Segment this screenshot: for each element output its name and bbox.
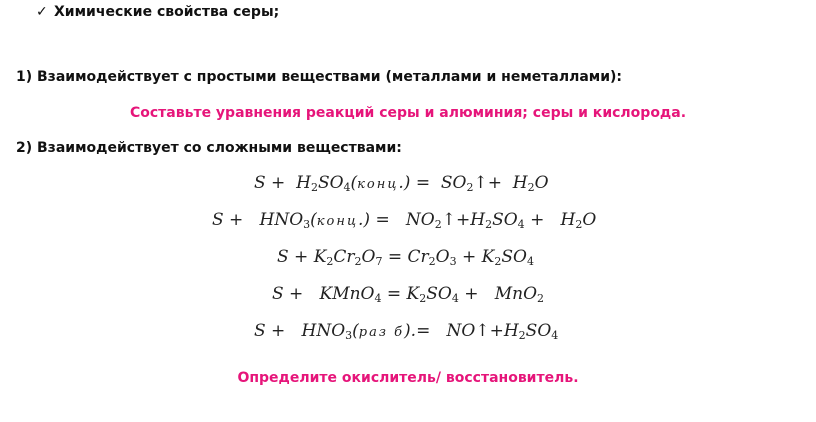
checkmark-icon: ✓ xyxy=(36,4,48,20)
equation-4 xyxy=(272,284,544,305)
section-title xyxy=(36,4,279,20)
equation-1 xyxy=(254,173,549,194)
equation-5-formula: $S + HNO_3(раз$ $б).= NO↑+H_2SO_4$ xyxy=(254,321,559,342)
task-instruction: Составьте уравнения реакций серы и алюминия; серы и кислорода. xyxy=(129,105,687,121)
equation-4-formula: S + KMnO$_4$ = $K_2SO_4 + MnO_2$ xyxy=(272,284,545,305)
footer-instruction: Определите окислитель/ восстановитель. xyxy=(237,370,579,386)
item-2-complex-substances: 2) Взаимодействует со сложными веществами: xyxy=(16,140,402,156)
equation-1-formula: $S + H_2SO_4(конц.)$ = $SO_2↑+ H_2O$ xyxy=(254,173,549,194)
item-1-simple-substances: 1) Взаимодействует с простыми веществами (металлами и неметаллами): xyxy=(16,69,623,85)
equation-3 xyxy=(277,247,534,268)
equation-3-formula: $S + K_2Cr_2O_7 = Cr_2O_3 + K_2SO_4$ xyxy=(277,247,534,268)
section-title-text: Химические свойства серы; xyxy=(54,4,280,20)
equation-2-formula: $S + HNO_3(конц.)$ = $NO_2↑+H_2SO_4 + H_2O$ xyxy=(212,210,597,231)
equation-2 xyxy=(212,210,596,231)
equation-5 xyxy=(254,321,558,342)
